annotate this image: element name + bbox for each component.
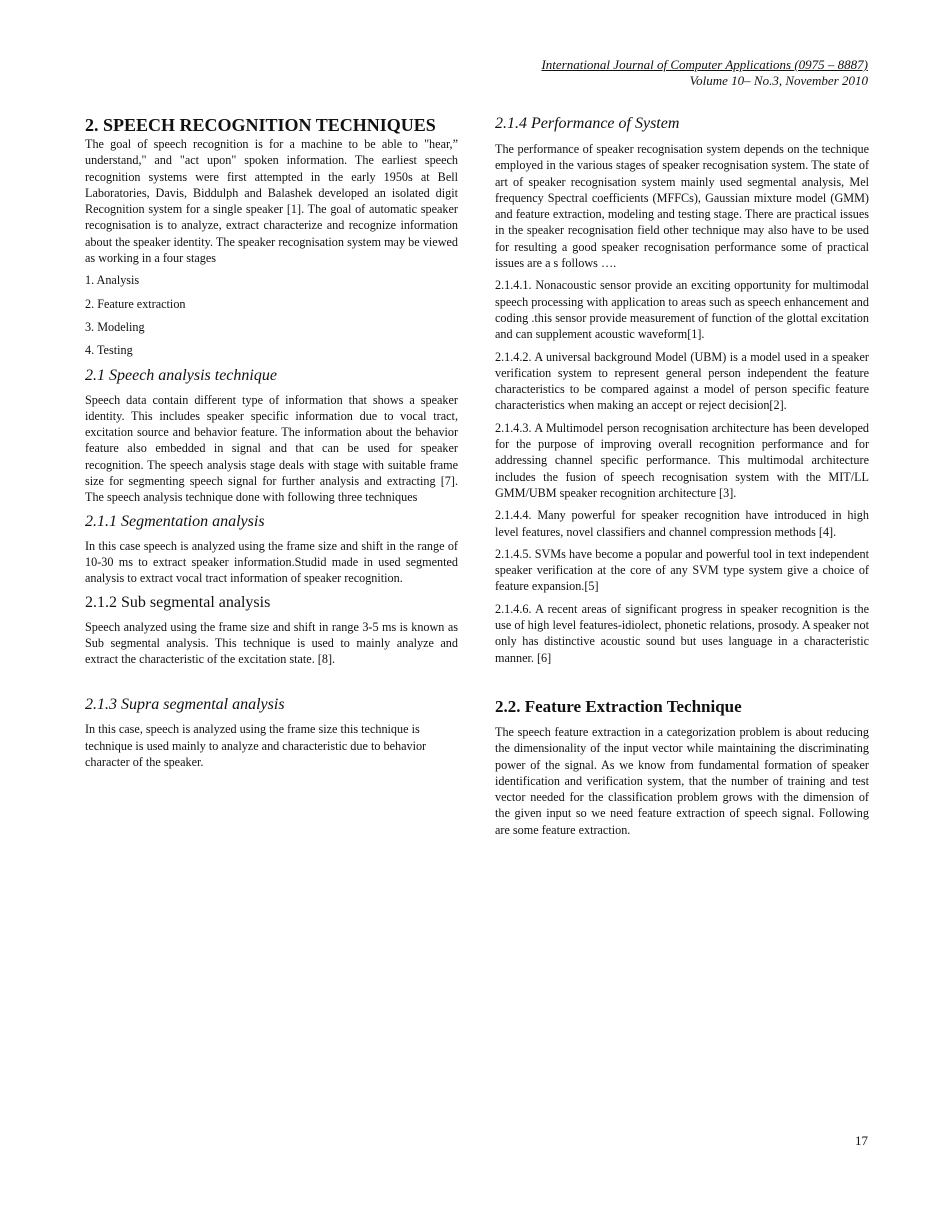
paragraph: 2.1.4.2. A universal background Model (UBM) is a model used in a speaker verification system to represent general person independent the feature characteristics to be compared against a model of person specific feature characteristics when making an accept or reject decision[2].: [495, 349, 869, 413]
page-number: 17: [855, 1133, 868, 1148]
paragraph: Speech data contain different type of information that shows a speaker identity. This includes speaker specific information due to vocal tract, excitation source and behavior feature. The information about the behavior feature also embedded in signal and that can be used for speaker recognition. The speech analysis stage deals with stage with suitable frame size for segmenting speech signal for further analysis and extracting [7]. The speech analysis technique done with following three techniques: [85, 392, 458, 505]
stage-item: 1. Analysis: [85, 273, 140, 288]
paragraph: Speech analyzed using the frame size and shift in range 3-5 ms is known as Sub segmental analysis. This technique is used to mainly analyze and extract the characteristic of the excitation state. [8].: [85, 619, 458, 667]
paragraph: In this case speech is analyzed using the frame size and shift in the range of 10-30 ms to extract speaker information.Studid made in used segmented analysis to extract vocal tract information of speaker recognition.: [85, 538, 458, 586]
intro-paragraph: The goal of speech recognition is for a machine to be able to "hear,” understand," and "act upon" spoken information. The earliest speech recognition systems were first attempted in the early 1950s at Bell Laboratories, Davis, Biddulph and Balashek developed an isolated digit Recognition system for a single speaker [1]. The goal of automatic speaker recognisation is to analyze, extract characterize and recognize information about the speaker identity. The speaker recognisation system may be viewed as working in a four stages: [85, 137, 458, 266]
subsection-title: 2.1.2 Sub segmental analysis: [85, 593, 271, 611]
paragraph: The speech feature extraction in a categorization problem is about reducing the dimensionality of the input vector while maintaining the discriminating power of the signal. As we know from fundamental formation of speaker identification and verification system, that the number of training and test vector needed for the classification problem grows with the dimension of the given input so we need feature extraction of speech signal. Following are some feature extraction.: [495, 724, 869, 837]
stage-item: 4. Testing: [85, 343, 133, 358]
subsection-title: 2.1.1 Segmentation analysis: [85, 512, 265, 530]
paragraph: The performance of speaker recognisation system depends on the technique employed in the various stages of speaker recognisation system. The state of art of speaker recognisation system mainly used segmental analysis, Mel frequency Spectral coefficients (MFFCs), Gaussian mixture model (GMM) and feature extraction, modeling and testing stage. There are practical issues in the speaker recognisation field other technique may also have to be used for resulting a good speaker recognisation performance some of practical issues are a s follows ….: [495, 142, 869, 271]
left-column: [85, 114, 458, 776]
paragraph: 2.1.4.1. Nonacoustic sensor provide an exciting opportunity for multimodal speech processing with application to areas such as speech enhancement and coding .this sensor provide measurement of function of the glottal excitation and can supplement acoustic waveform[1].: [495, 278, 869, 342]
subsection-title: 2.1.4 Performance of System: [495, 115, 680, 132]
subsection-title: 2.1.3 Supra segmental analysis: [85, 696, 285, 714]
paragraph: 2.1.4.6. A recent areas of significant progress in speaker recognition is the use of high level features-idiolect, phonetic relations, prosody. A speaker not only has distinctive acoustic sound but uses language in a characteristic manner. [6]: [495, 601, 869, 665]
paragraph: 2.1.4.5. SVMs have become a popular and powerful tool in text independent speaker verification at the core of any SVM type system give a choice of feature expansion.[5]: [495, 546, 869, 594]
paragraph: In this case, speech is analyzed using the frame size this technique is technique is used mainly to analyze and characteristic due to behavior character of the speaker.: [85, 722, 427, 770]
journal-title: International Journal of Computer Applications (0975 – 8887): [541, 57, 868, 72]
section-title: 2.2. Feature Extraction Technique: [495, 696, 742, 716]
section-title: 2. SPEECH RECOGNITION TECHNIQUES: [85, 115, 436, 135]
volume-info: Volume 10– No.3, November 2010: [689, 73, 868, 88]
paragraph: 2.1.4.4. Many powerful for speaker recognition have introduced in high level features, novel classifiers and channel compression methods [4].: [495, 508, 869, 539]
paragraph: 2.1.4.3. A Multimodel person recognisation architecture has been developed for the purpose of improving overall recognition performance and for addressing channel specific performance. This multimodal architecture includes the fusion of speech recognisation system with the MIT/LL GMM/UBM speaker recognition architecture [3].: [495, 420, 869, 500]
page-header: [541, 57, 868, 89]
subsection-title: 2.1 Speech analysis technique: [85, 366, 277, 384]
stage-item: 2. Feature extraction: [85, 296, 186, 311]
right-column: [495, 114, 869, 844]
stage-item: 3. Modeling: [85, 319, 145, 334]
